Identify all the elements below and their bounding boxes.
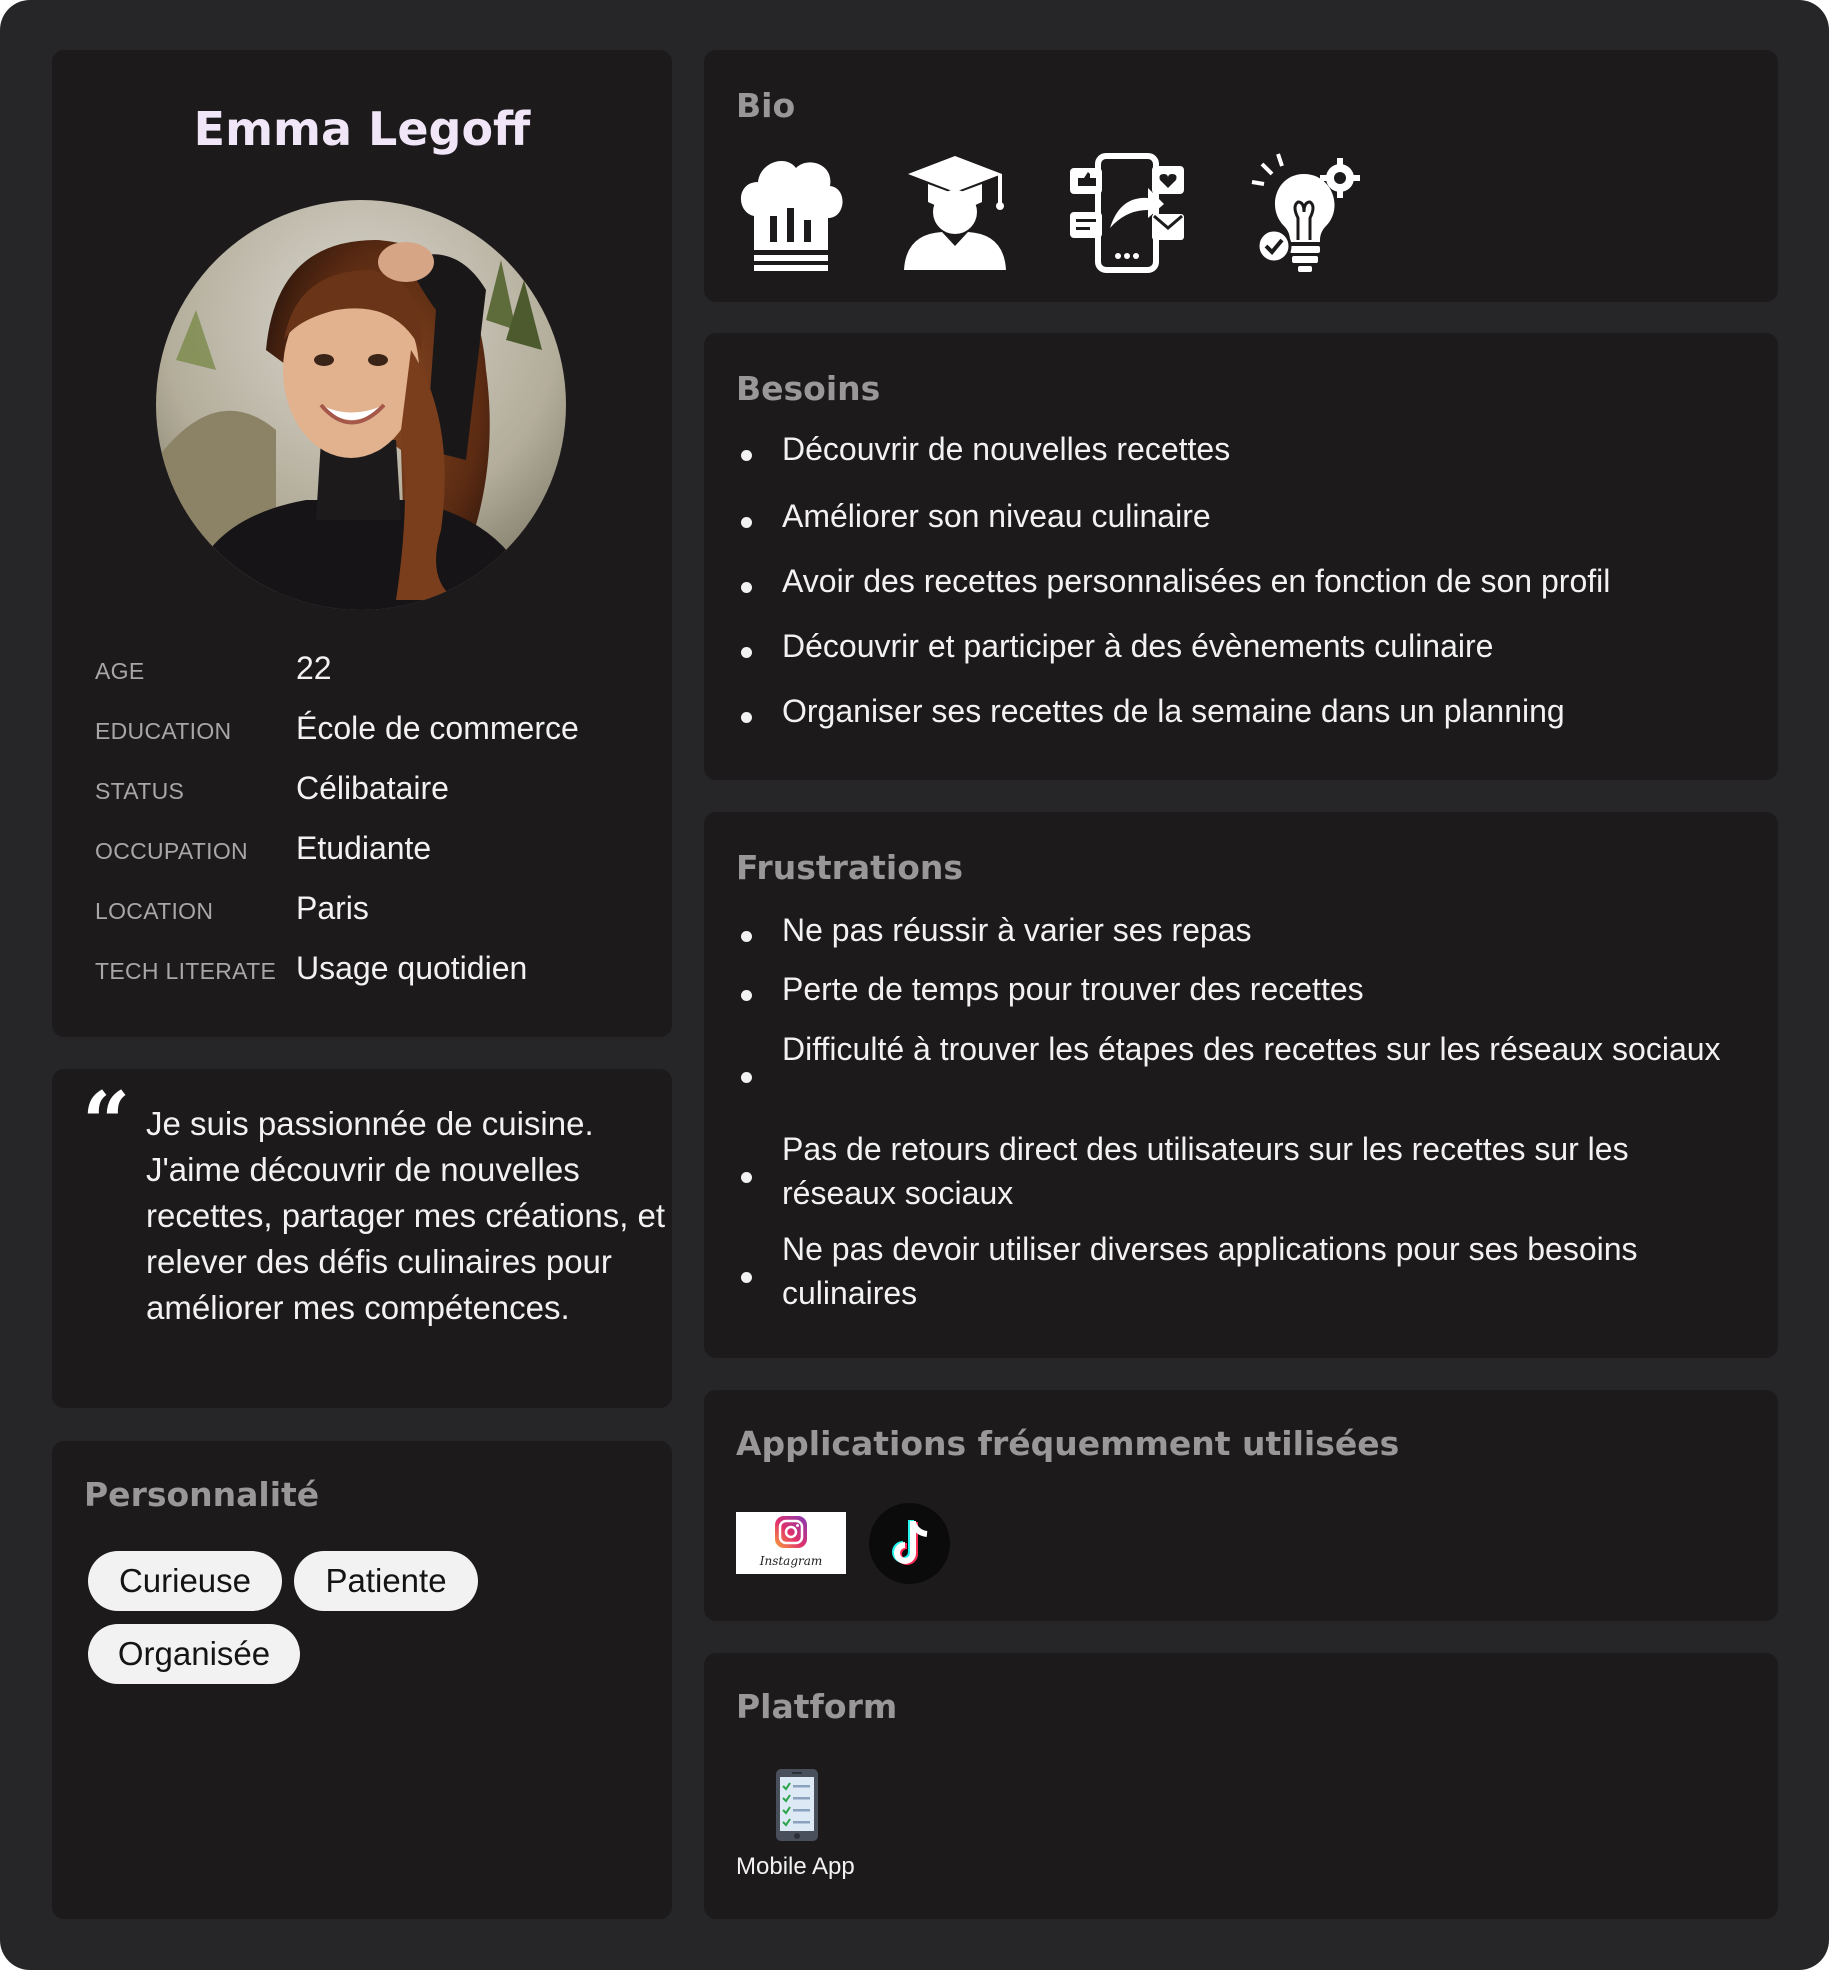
personality-heading: Personnalité bbox=[84, 1475, 320, 1514]
platform-label: Mobile App bbox=[736, 1853, 855, 1880]
bullet-icon bbox=[741, 931, 752, 942]
info-row-occupation bbox=[95, 830, 655, 870]
persona-name: Emma Legoff bbox=[193, 102, 531, 156]
svg-text:Instagram: Instagram bbox=[759, 1554, 823, 1568]
instagram-icon[interactable] bbox=[736, 1512, 846, 1574]
chef-hat-icon bbox=[736, 154, 846, 272]
info-label: AGE bbox=[95, 658, 145, 684]
trait-chip: Organisée bbox=[88, 1624, 300, 1684]
profile-card bbox=[52, 50, 672, 1037]
quote-card bbox=[52, 1069, 672, 1408]
info-value: Célibataire bbox=[296, 770, 449, 806]
needs-card bbox=[704, 333, 1778, 780]
bullet-icon bbox=[741, 450, 752, 461]
avatar bbox=[156, 200, 566, 610]
bio-heading: Bio bbox=[736, 86, 796, 125]
info-value: École de commerce bbox=[296, 710, 579, 746]
list-item-text: Ne pas réussir à varier ses repas bbox=[782, 912, 1252, 948]
info-label: STATUS bbox=[95, 778, 185, 804]
trait-chip: Patiente bbox=[294, 1551, 478, 1611]
personality-card bbox=[52, 1441, 672, 1919]
info-row-age bbox=[95, 650, 655, 690]
list-item-text: Perte de temps pour trouver des recettes bbox=[782, 971, 1364, 1007]
trait-chip: Curieuse bbox=[88, 1551, 282, 1611]
info-row-education bbox=[95, 710, 655, 750]
needs-heading: Besoins bbox=[736, 369, 881, 408]
list-item-text: Découvrir et participer à des évènements culinaire bbox=[782, 628, 1494, 664]
platform-card bbox=[704, 1653, 1778, 1919]
frustrations-heading: Frustrations bbox=[736, 848, 964, 887]
bullet-icon bbox=[741, 517, 752, 528]
info-row-location bbox=[95, 890, 655, 930]
platform-heading: Platform bbox=[736, 1687, 898, 1726]
frustrations-card bbox=[704, 812, 1778, 1358]
list-item-text: Découvrir de nouvelles recettes bbox=[782, 431, 1231, 467]
mobile-checklist-icon bbox=[774, 1767, 820, 1843]
bullet-icon bbox=[741, 712, 752, 723]
tiktok-icon[interactable] bbox=[869, 1503, 950, 1584]
list-item-text: Difficulté à trouver les étapes des recettes sur les réseaux sociaux bbox=[782, 1031, 1721, 1067]
bullet-icon bbox=[741, 1172, 752, 1183]
info-value: Paris bbox=[296, 890, 369, 926]
apps-heading: Applications fréquemment utilisées bbox=[736, 1424, 1400, 1463]
list-item-text: Améliorer son niveau culinaire bbox=[782, 498, 1211, 534]
list-item-text: Pas de retours direct des utilisateurs sur les recettes sur les réseaux sociaux bbox=[782, 1131, 1629, 1211]
list-item-text: Organiser ses recettes de la semaine dans un planning bbox=[782, 693, 1565, 729]
bio-card bbox=[704, 50, 1778, 302]
info-label: OCCUPATION bbox=[95, 838, 248, 864]
info-row-tech-literate bbox=[95, 950, 655, 990]
list-item-text: Ne pas devoir utiliser diverses applications pour ses besoins culinaires bbox=[782, 1231, 1638, 1311]
apps-card bbox=[704, 1390, 1778, 1621]
bullet-icon bbox=[741, 990, 752, 1001]
graduate-icon bbox=[902, 154, 1008, 272]
list-item-text: Avoir des recettes personnalisées en fonction de son profil bbox=[782, 563, 1611, 599]
info-value: Usage quotidien bbox=[296, 950, 528, 986]
idea-bulb-gear-icon bbox=[1248, 152, 1364, 274]
info-label: LOCATION bbox=[95, 898, 214, 924]
bullet-icon bbox=[741, 1072, 752, 1083]
bullet-icon bbox=[741, 582, 752, 593]
quote-text: Je suis passionnée de cuisine. J'aime découvrir de nouvelles recettes, partager mes créations, et relever des défis culinaires pour améliorer mes compétences. bbox=[146, 1105, 666, 1326]
bullet-icon bbox=[741, 1272, 752, 1283]
social-media-phone-icon bbox=[1068, 152, 1186, 274]
info-value: Etudiante bbox=[296, 830, 432, 866]
info-label: TECH LITERATE bbox=[95, 958, 277, 984]
bullet-icon bbox=[741, 647, 752, 658]
info-row-status bbox=[95, 770, 655, 810]
quote-mark-icon: “ bbox=[82, 1073, 131, 1172]
info-label: EDUCATION bbox=[95, 718, 232, 744]
info-value: 22 bbox=[296, 650, 332, 686]
